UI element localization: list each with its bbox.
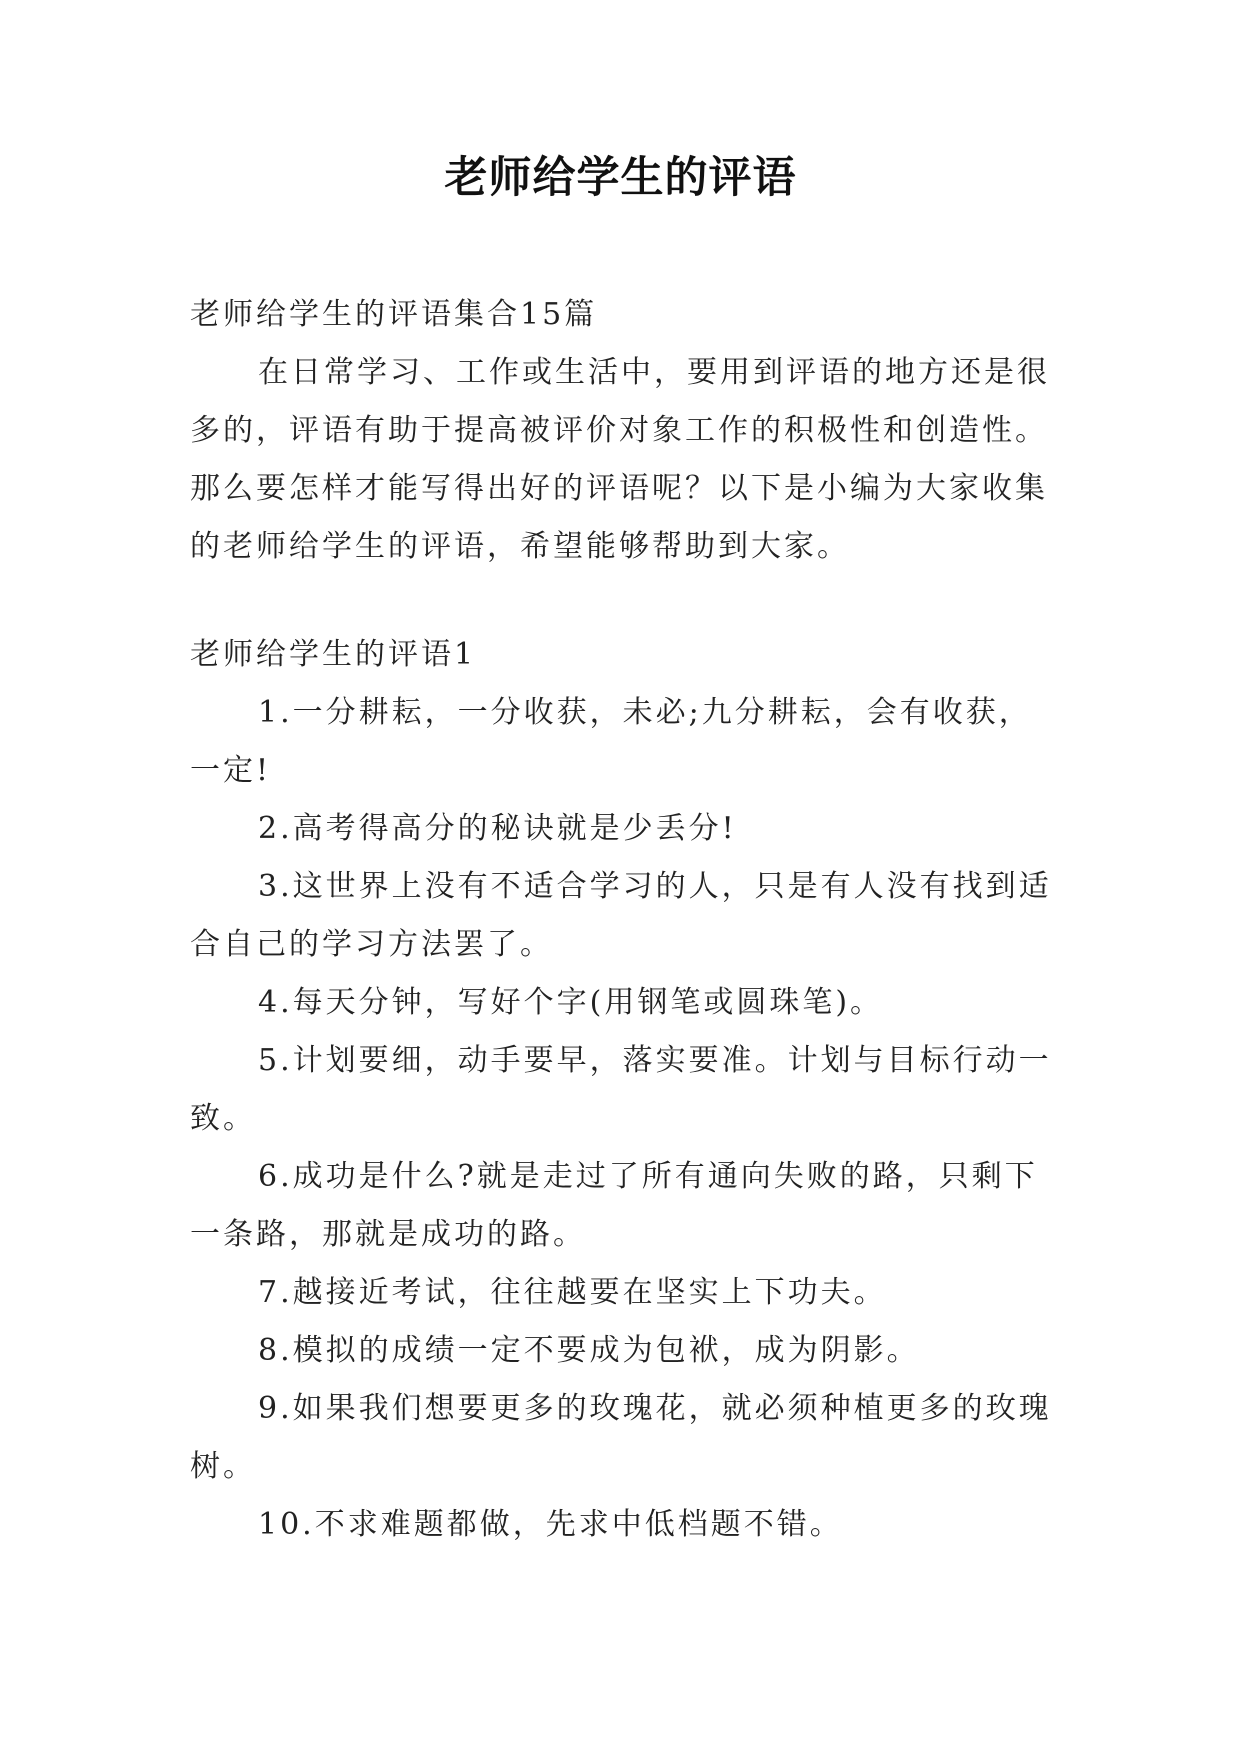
- document-title: 老师给学生的评语: [444, 153, 797, 203]
- list-item: 6.成功是什么?就是走过了所有通向失败的路，只剩下一条路，那就是成功的路。: [190, 1159, 1038, 1252]
- list-item: 5.计划要细，动手要早，落实要准。计划与目标行动一致。: [190, 1043, 1052, 1136]
- list-item: 3.这世界上没有不适合学习的人，只是有人没有找到适合自己的学习方法罢了。: [190, 869, 1052, 962]
- list-item: 2.高考得高分的秘诀就是少丢分!: [258, 811, 737, 846]
- list-item: 9.如果我们想要更多的玫瑰花，就必须种植更多的玫瑰树。: [190, 1391, 1052, 1484]
- document-body: [190, 286, 1052, 1554]
- section-heading: 老师给学生的评语1: [190, 637, 477, 672]
- intro-paragraph: 在日常学习、工作或生活中，要用到评语的地方还是很多的，评语有助于提高被评价对象工作的积极性和创造性。那么要怎样才能写得出好的评语呢？以下是小编为大家收集的老师给学生的评语，希望能够帮助到大家。: [190, 355, 1050, 564]
- list-item: 1.一分耕耘，一分收获，未必;九分耕耘，会有收获，一定!: [190, 695, 1032, 788]
- list-item: 8.模拟的成绩一定不要成为包袱，成为阴影。: [258, 1333, 920, 1368]
- section-spacer: [190, 576, 1052, 626]
- list-item: 4.每天分钟，写好个字(用钢笔或圆珠笔)。: [258, 985, 884, 1020]
- collection-subtitle: 老师给学生的评语集合15篇: [190, 297, 598, 332]
- list-item: 7.越接近考试，往往越要在坚实上下功夫。: [258, 1275, 887, 1310]
- list-item: 10.不求难题都做，先求中低档题不错。: [258, 1507, 843, 1542]
